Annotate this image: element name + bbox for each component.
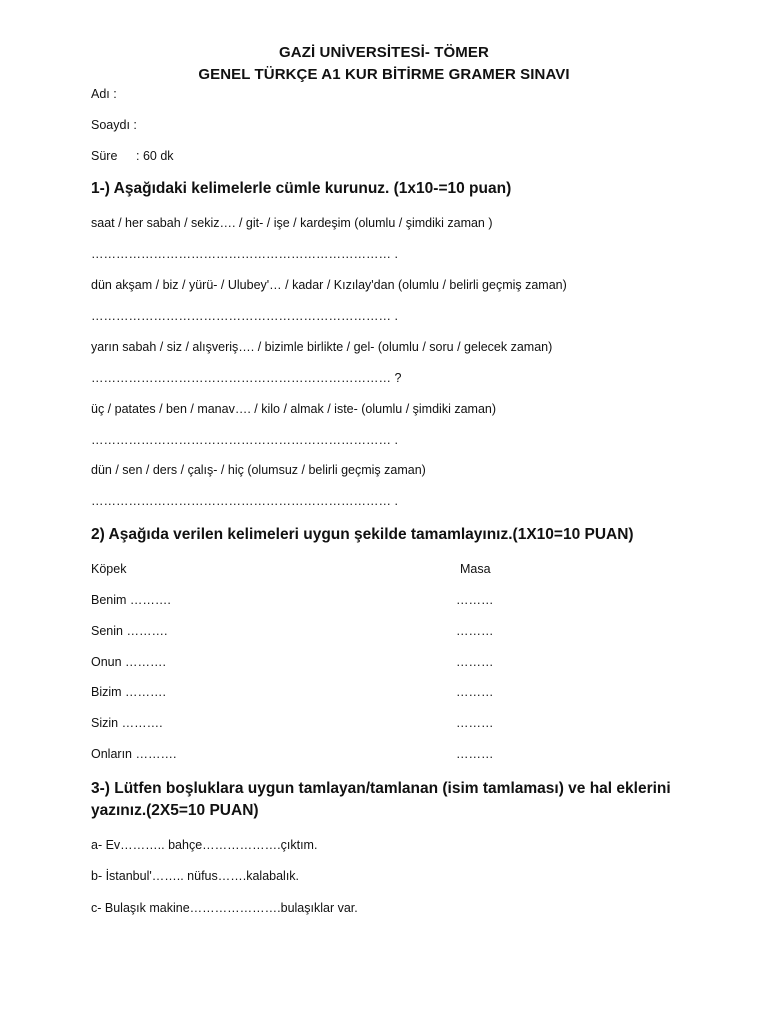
time-value: : 60 dk — [136, 149, 174, 163]
section2-row-right: ……… — [456, 655, 494, 669]
section1-answer-line: ……………………………………………………………… . — [91, 494, 398, 508]
section1-heading: 1-) Aşağıdaki kelimelerle cümle kurunuz. (1x10-=10 puan) — [91, 180, 512, 197]
time-label: Süre — [91, 149, 118, 163]
section1-prompt: yarın sabah / siz / alışveriş…. / bizimle birlikte / gel- (olumlu / soru / gelecek zaman) — [91, 340, 553, 354]
section2-row-left: Onun ………. — [91, 655, 167, 669]
section3-item-a: a- Ev……….. bahçe……………….çıktım. — [91, 838, 318, 852]
section1-prompt: üç / patates / ben / manav…. / kilo / almak / iste- (olumlu / şimdiki zaman) — [91, 402, 497, 416]
section1-prompt: dün / sen / ders / çalış- / hiç (olumsuz / belirli geçmiş zaman) — [91, 463, 426, 477]
name-label: Adı : — [91, 87, 117, 101]
section1-prompt: dün akşam / biz / yürü- / Ulubey'… / kadar / Kızılay'dan (olumlu / belirli geçmiş zaman) — [91, 278, 567, 292]
section2-row-left: Benim ………. — [91, 593, 171, 607]
section3-item-b: b- İstanbul'…….. nüfus…….kalabalık. — [91, 869, 300, 883]
section3-heading: 3-) Lütfen boşluklara uygun tamlayan/tamlanan (isim tamlaması) ve hal eklerini yazınız.(2X5=10 PUAN) — [91, 780, 671, 819]
section2-row-left: Onların ………. — [91, 747, 177, 761]
exam-title-name: GENEL TÜRKÇE A1 KUR BİTİRME GRAMER SINAVI — [198, 66, 570, 83]
section2-row-right: ……… — [456, 685, 494, 699]
section2-row-right: ……… — [456, 716, 494, 730]
section2-row-left: Senin ………. — [91, 624, 168, 638]
section2-heading: 2) Aşağıda verilen kelimeleri uygun şekilde tamamlayınız.(1X10=10 PUAN) — [91, 526, 634, 543]
section2-col2-header: Masa — [460, 562, 491, 576]
section1-answer-line: ……………………………………………………………… . — [91, 433, 398, 447]
exam-title-institution: GAZİ UNİVERSİTESİ- TÖMER — [279, 44, 489, 61]
section2-row-left: Sizin ………. — [91, 716, 163, 730]
section1-answer-line: ……………………………………………………………… . — [91, 247, 398, 261]
section1-answer-line: ……………………………………………………………… . — [91, 309, 398, 323]
section2-row-right: ……… — [456, 747, 494, 761]
section3-item-c: c- Bulaşık makine………………….bulaşıklar var. — [91, 901, 358, 915]
section2-row-right: ……… — [456, 624, 494, 638]
section1-answer-line: ……………………………………………………………… ? — [91, 371, 402, 385]
section2-row-left: Bizim ………. — [91, 685, 166, 699]
section1-prompt: saat / her sabah / sekiz…. / git- / işe / kardeşim (olumlu / şimdiki zaman ) — [91, 216, 493, 230]
section2-row-right: ……… — [456, 593, 494, 607]
time-row — [91, 149, 174, 163]
surname-label: Soaydı : — [91, 118, 137, 132]
section2-col1-header: Köpek — [91, 562, 127, 576]
